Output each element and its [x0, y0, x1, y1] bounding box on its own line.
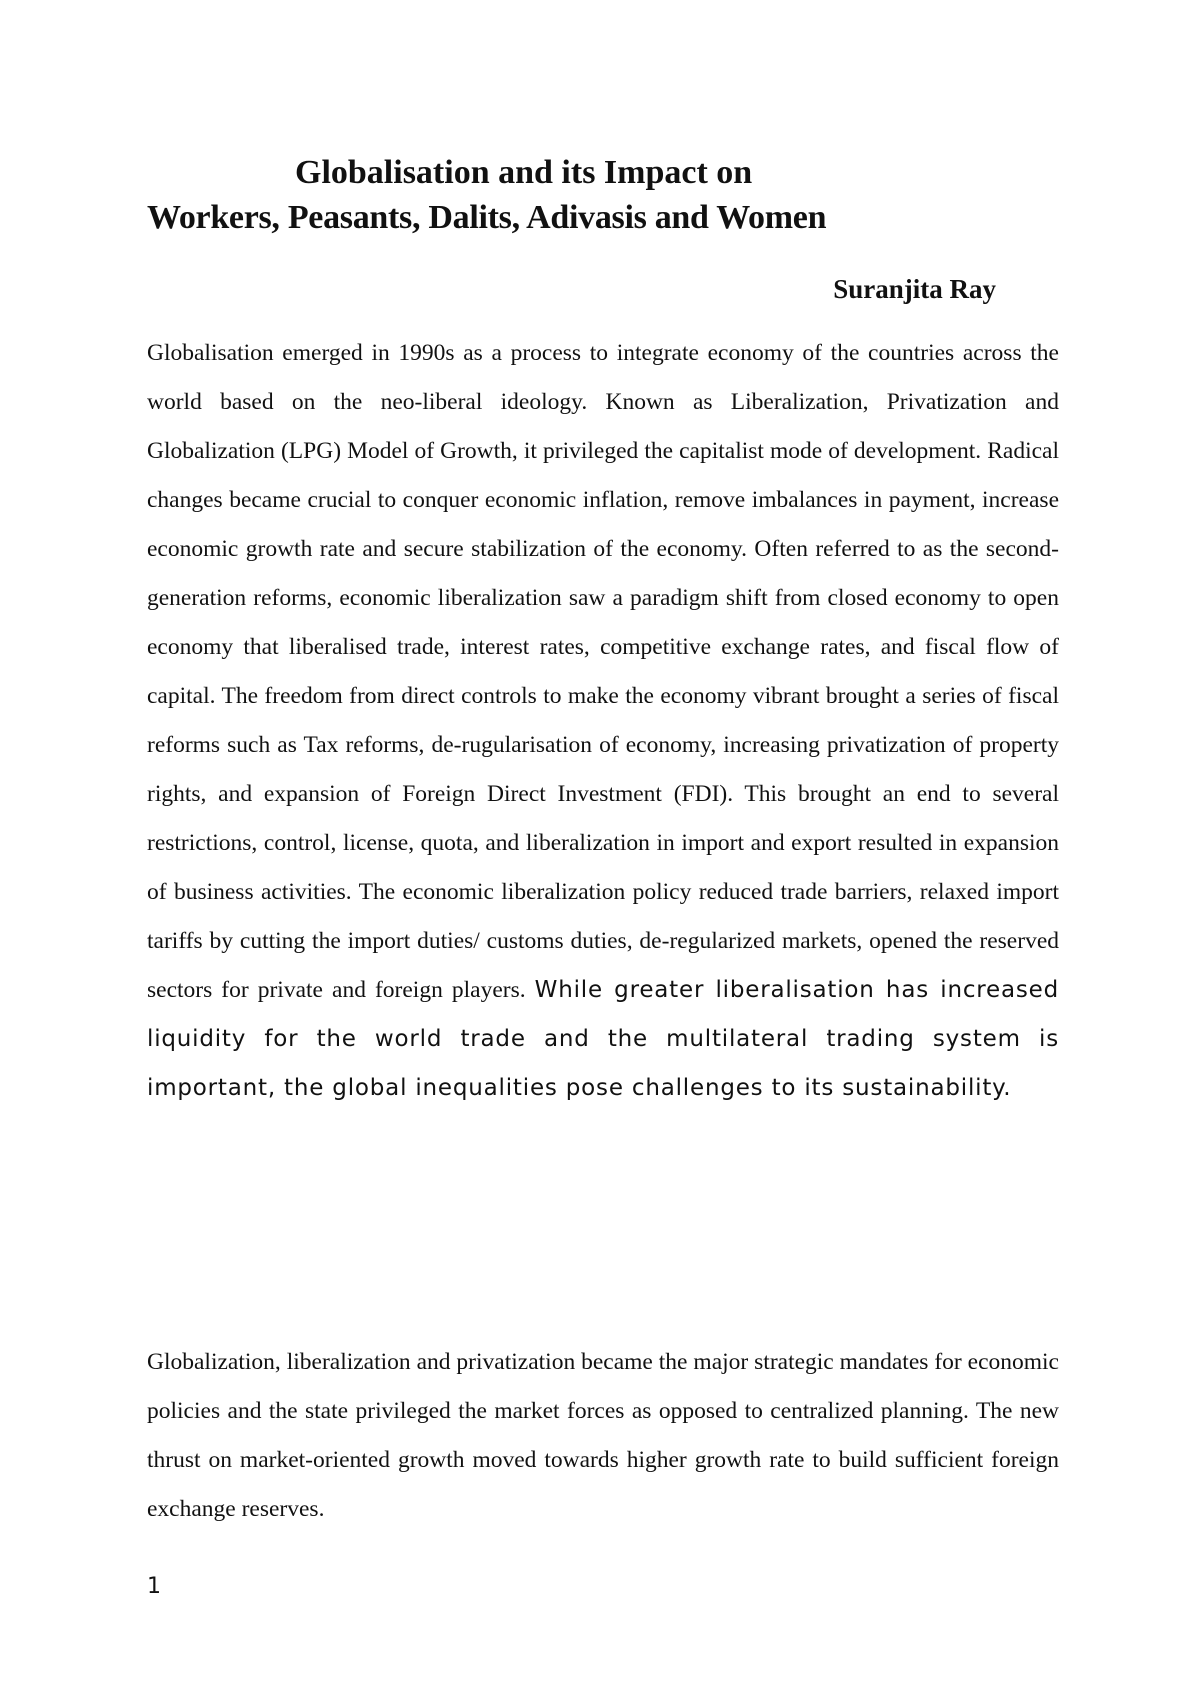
author-name: Suranjita Ray — [833, 274, 996, 304]
paragraph-1 — [147, 329, 1059, 1113]
page-number: 1 — [147, 1574, 161, 1599]
paragraph-1-serif-text: Globalisation emerged in 1990s as a process to integrate economy of the countries across the world based on the neo-liberal ideology. Known as Liberalization, Privatization and Globalization (LPG) Model of Growth, it privileged the capitalist mode of development. Radical changes became crucial to conquer economic inflation, remove imbalances in payment, increase economic growth rate and secure stabilization of the economy. Often referred to as the second-generation reforms, economic liberalization saw a paradigm shift from closed economy to open economy that liberalised trade, interest rates, competitive exchange rates, and fiscal flow of capital. The freedom from direct controls to make the economy vibrant brought a series of fiscal reforms such as Tax reforms, de-rugularisation of economy, increasing privatization of property rights, and expansion of Foreign Direct Investment (FDI). This brought an end to several restrictions, control, license, quota, and liberalization in import and export resulted in expansion of business activities. The economic liberalization policy reduced trade barriers, relaxed import tariffs by cutting the import duties/ customs duties, de-regularized markets, opened the reserved sectors for private and foreign players. — [147, 340, 1059, 1003]
document-title — [0, 150, 1200, 240]
paragraph-1-sans-text: While greater liberalisation has increased liquidity for the world trade and the multilateral trading system is important, the global inequalities pose challenges to its sustainability. — [147, 977, 1060, 1101]
paragraph-2: Globalization, liberalization and privatization became the major strategic mandates for economic policies and the state privileged the market forces as opposed to centralized planning. The new thrust on market-oriented growth moved towards higher growth rate to build sufficient foreign exchange reserves. — [147, 1349, 1059, 1522]
title-line-1: Globalisation and its Impact on — [295, 154, 753, 191]
title-line-2: Workers, Peasants, Dalits, Adivasis and Women — [147, 199, 827, 236]
